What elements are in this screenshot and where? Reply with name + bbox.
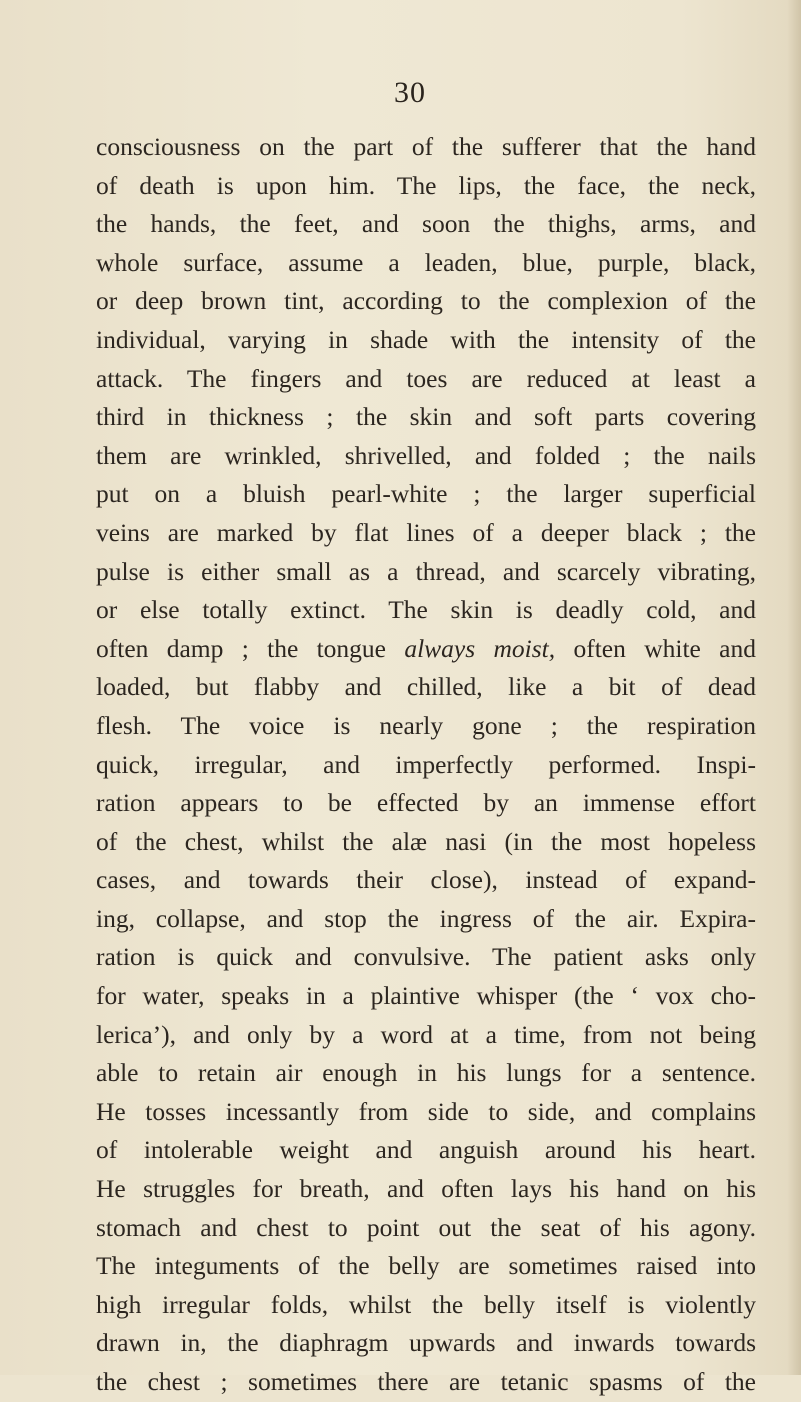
text-line: them are wrinkled, shrivelled, and folded ; the nails	[96, 440, 756, 470]
text-line: consciousness on the part of the sufferer that the hand	[96, 132, 756, 161]
text-line: drawn in, the diaphragm upwards and inwards towards	[96, 1328, 756, 1358]
text-line: able to retain air enough in his lungs for a sentence.	[96, 1058, 756, 1088]
text-line: put on a bluish pearl-white ; the larger superficial	[96, 479, 756, 509]
text-line: of death is upon him. The lips, the face, the neck,	[96, 170, 756, 200]
text-line: ing, collapse, and stop the ingress of the air. Expira-	[96, 903, 756, 933]
text-line: high irregular folds, whilst the belly itself is violently	[96, 1289, 756, 1319]
text-line: whole surface, assume a leaden, blue, purple, black,	[96, 247, 756, 277]
text-line: He tosses incessantly from side to side, and complains	[96, 1096, 756, 1126]
text-line: individual, varying in shade with the intensity of the	[96, 324, 756, 354]
text-line: veins are marked by flat lines of a deeper black ; the	[96, 517, 756, 547]
text-line: for water, speaks in a plaintive whisper (the ‘ vox cho-	[96, 981, 756, 1011]
text-line: of intolerable weight and anguish around his heart.	[96, 1135, 756, 1165]
text-line: quick, irregular, and imperfectly performed. Inspi-	[96, 749, 756, 779]
text-line-with-italic	[96, 630, 756, 669]
text-line: The integuments of the belly are sometimes raised into	[96, 1251, 756, 1281]
text-line: or deep brown tint, according to the complexion of the	[96, 286, 756, 316]
text-line: or else totally extinct. The skin is deadly cold, and	[96, 595, 756, 625]
text-segment: often damp ; the tongue	[96, 633, 405, 663]
text-line: ration is quick and convulsive. The patient asks only	[96, 942, 756, 972]
page-number: 30	[394, 76, 426, 109]
text-line: pulse is either small as a thread, and scarcely vibrating,	[96, 556, 756, 586]
text-line: loaded, but flabby and chilled, like a bit of dead	[96, 672, 756, 702]
text-line: stomach and chest to point out the seat of his agony.	[96, 1212, 756, 1242]
text-line: third in thickness ; the skin and soft parts covering	[96, 402, 756, 432]
text-line: the hands, the feet, and soon the thighs, arms, and	[96, 209, 756, 239]
text-line: lerica’), and only by a word at a time, from not being	[96, 1019, 756, 1049]
italic-emphasis: always moist,	[404, 633, 556, 663]
text-line: cases, and towards their close), instead of expand-	[96, 865, 756, 895]
text-line: flesh. The voice is nearly gone ; the respiration	[96, 710, 756, 740]
page-edge-shadow	[787, 0, 801, 1375]
text-line: the chest ; sometimes there are tetanic spasms of the	[96, 1367, 756, 1396]
body-text	[96, 128, 756, 1402]
text-line: attack. The fingers and toes are reduced at least a	[96, 363, 756, 393]
text-line: of the chest, whilst the alæ nasi (in the most hopeless	[96, 826, 756, 856]
text-line: He struggles for breath, and often lays his hand on his	[96, 1174, 756, 1204]
text-segment: often white and	[555, 633, 756, 663]
text-line: ration appears to be effected by an immense effort	[96, 788, 756, 818]
